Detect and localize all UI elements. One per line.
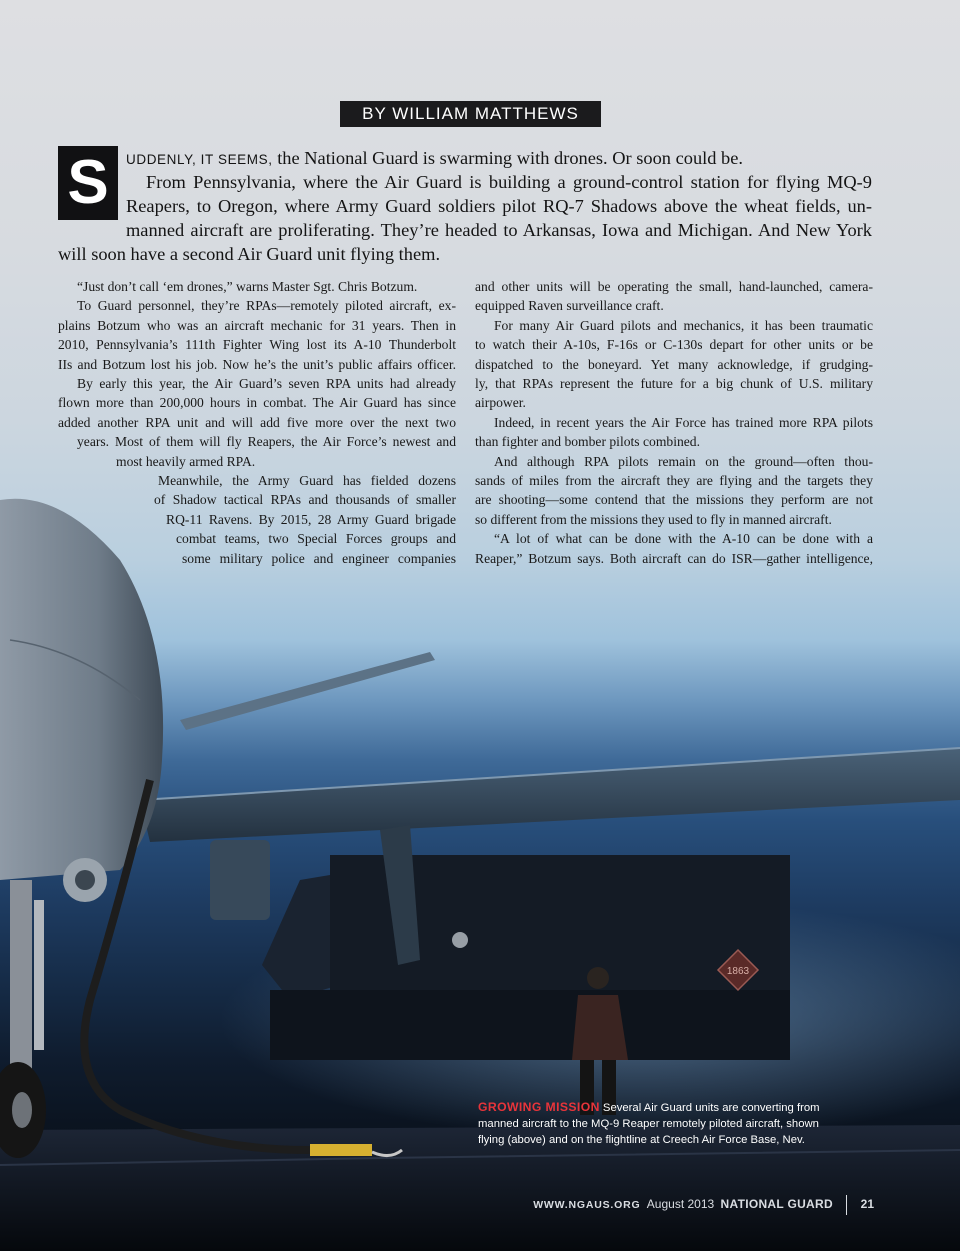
body-line: plains Botzum who was an aircraft mechanic for 31 years. Then in — [58, 318, 456, 333]
svg-text:1863: 1863 — [726, 966, 750, 977]
page-footer — [480, 1195, 874, 1213]
nose-sensor-lens — [75, 870, 95, 890]
intro-line-1 — [126, 146, 872, 172]
footer-date: August 2013 — [646, 1197, 715, 1212]
body-line: years. Most of them will fly Reapers, the Air Force’s newest and — [77, 434, 456, 449]
ground-vehicle-base — [270, 990, 790, 1060]
landing-gear-strut — [10, 880, 32, 1080]
intro-line-4: manned aircraft are proliferating. They’re headed to Arkansas, Iowa and Michigan. And New York — [126, 220, 872, 240]
footer-divider — [846, 1195, 847, 1215]
body-line: Meanwhile, the Army Guard has fielded dozens — [158, 473, 456, 488]
body-line: sands of miles from the aircraft they are flying and the targets they — [475, 473, 873, 488]
body-line: most heavily armed RPA. — [116, 454, 256, 469]
body-line: RQ-11 Ravens. By 2015, 28 Army Guard brigade — [166, 512, 456, 527]
antenna-spar — [180, 652, 435, 730]
body-line: 2010, Pennsylvania’s 111th Fighter Wing lost its A-10 Thunderbolt — [58, 337, 456, 352]
body-line: some military police and engineer companies — [182, 551, 456, 566]
body-line: and other units will be operating the small, hand-launched, camera- — [475, 279, 873, 294]
body-line: so different from the missions they used to fly in manned aircraft. — [475, 512, 832, 527]
landing-gear-piston — [34, 900, 44, 1050]
body-line: And although RPA pilots remain on the ground—often thou- — [494, 454, 873, 469]
body-line: To Guard personnel, they’re RPAs—remotely piloted aircraft, ex- — [77, 298, 456, 313]
caption-line-2: manned aircraft to the MQ-9 Reaper remotely piloted aircraft, shown — [478, 1118, 819, 1130]
page-number: 21 — [860, 1197, 874, 1212]
body-line: “A lot of what can be done with the A-10 can be done with a — [494, 531, 873, 546]
body-line: dispatched to the boneyard. Yet many acknowledge, if grudging- — [475, 357, 873, 372]
aircraft-wing — [140, 748, 960, 842]
body-line: to watch their A-10s, F-16s or C-130s depart for other units or be — [475, 337, 873, 352]
drop-cap: S — [58, 146, 118, 220]
body-line: By early this year, the Air Guard’s seven RPA units had already — [77, 376, 456, 391]
body-line: are shooting—some contend that the missions they perform are not — [475, 492, 873, 507]
vehicle-light — [452, 932, 468, 948]
pylon-rack — [210, 840, 270, 920]
body-line: ly, that RPAs represent the future for a big chunk of U.S. military — [475, 376, 873, 391]
caption-title: GROWING MISSION — [478, 1100, 600, 1114]
body-line: IIs and Botzum lost his job. Now he’s the unit’s public affairs officer. — [58, 357, 456, 372]
intro-leadin: UDDENLY, IT SEEMS, — [126, 152, 273, 167]
intro-line-2: From Pennsylvania, where the Air Guard is building a ground-control station for flying MQ-9 — [146, 172, 872, 192]
intro-line-3: Reapers, to Oregon, where Army Guard soldiers pilot RQ-7 Shadows above the wheat fields, un- — [126, 196, 872, 216]
landing-gear-hub — [12, 1092, 32, 1128]
intro-line-1-text: the National Guard is swarming with drones. Or soon could be. — [272, 148, 744, 168]
body-line: equipped Raven surveillance craft. — [475, 298, 664, 313]
body-line: For many Air Guard pilots and mechanics, it has been traumatic — [494, 318, 873, 333]
byline: BY WILLIAM MATTHEWS — [340, 101, 601, 127]
intro-line-5: will soon have a second Air Guard unit flying them. — [58, 244, 441, 264]
caption-line-3: flying (above) and on the flightline at Creech Air Force Base, Nev. — [478, 1134, 805, 1146]
body-line: Indeed, in recent years the Air Force has trained more RPA pilots — [494, 415, 873, 430]
body-line: of Shadow tactical RPAs and thousands of smaller — [154, 492, 456, 507]
body-line: than fighter and bomber pilots combined. — [475, 434, 701, 449]
body-line: flown more than 200,000 hours in combat. The Air Guard has since — [58, 395, 456, 410]
body-line: combat teams, two Special Forces groups and — [176, 531, 456, 546]
body-line: “Just don’t call ‘em drones,” warns Master Sgt. Chris Botzum. — [77, 279, 418, 294]
footer-url: WWW.NGAUS.ORG — [533, 1199, 641, 1212]
body-line: Reaper,” Botzum says. Both aircraft can do ISR—gather intelligence, — [475, 551, 873, 566]
body-line: added another RPA unit and will add five more over the next two — [58, 415, 456, 430]
caption-line-1 — [478, 1099, 820, 1116]
caption-line-1-text: Several Air Guard units are converting from — [599, 1102, 820, 1114]
footer-magazine: NATIONAL GUARD — [720, 1197, 833, 1212]
body-line: airpower. — [475, 395, 526, 410]
wheel-chock — [310, 1144, 372, 1156]
